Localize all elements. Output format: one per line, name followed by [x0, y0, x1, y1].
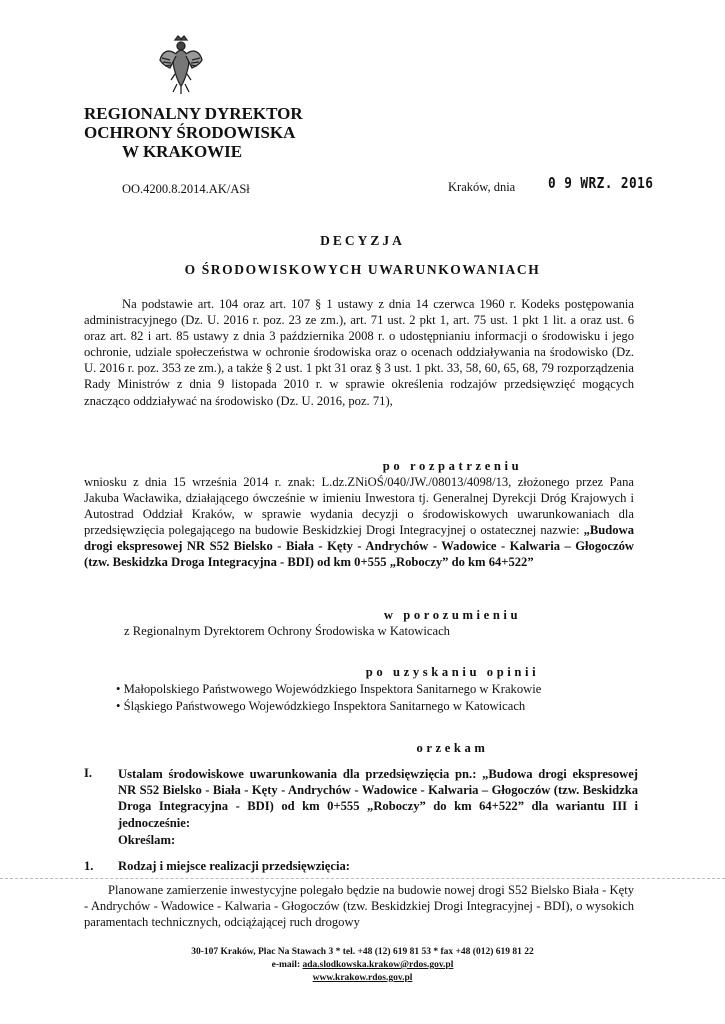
- list-item: • Śląskiego Państwowego Wojewódzkiego Inspektora Sanitarnego w Katowicach: [116, 699, 526, 713]
- footer-email-link[interactable]: ada.slodkowska.krakow@rdos.gov.pl: [302, 960, 454, 970]
- heading-po-uzyskaniu-opinii: po uzyskaniu opinii: [365, 665, 540, 679]
- heading-w-porozumieniu: w porozumieniu: [383, 608, 522, 622]
- place-label: Kraków, dnia: [448, 180, 516, 194]
- legal-basis-paragraph: Na podstawie art. 104 oraz art. 107 § 1 ustawy z dnia 14 czerwca 1960 r. Kodeks postępowania administracyjnego (Dz. U. 2016 r. poz. 23 ze zm.), art. 71 ust. 2 pkt 1, art. 75 ust. 1 pkt 1 lit. a oraz ust. 6 oraz art. 82 i art. 85 ustawy z dnia 3 października 2008 r. o udostępnianiu informacji o środowisku i jego ochronie, udziale społeczeństwa w ochronie środowiska oraz o ocenach oddziaływania na środowisko (Dz. U. 2016 r. poz. 353 ze zm.), a także § 2 ust. 1 pkt 31 oraz § 3 ust. 1 pkt. 33, 58, 60, 65, 68, 79 rozporządzenia Rady Ministrów z dnia 9 listopada 2010 r. w sprawie określenia rodzajów przedsięwzięć mogących znacząco oddziaływać na środowisko (Dz. U. 2016, poz. 71),: [84, 297, 634, 408]
- list-item: • Małopolskiego Państwowego Wojewódzkiego Inspektora Sanitarnego w Krakowie: [116, 682, 542, 696]
- heading-po-rozpatrzeniu: po rozpatrzeniu: [382, 459, 523, 473]
- issuer-line-2: OCHRONY ŚRODOWISKA: [84, 123, 296, 142]
- okreslam-label: Określam:: [118, 833, 176, 847]
- section-1-text: Ustalam środowiskowe uwarunkowania dla przedsięwzięcia pn.: „Budowa drogi ekspresowej NR S52 Bielsko - Biała - Kęty - Andrychów - Wadowice - Kalwaria – Głogoczów (tzw. Beskidzka Droga Integracyjna - BDI) od km 0+555 „Roboczy” do km 64+522” dla wariantu III i jednocześnie:: [118, 767, 638, 830]
- section-1-number: I.: [84, 766, 93, 780]
- date-stamp: 0 9 WRZ. 2016: [548, 174, 654, 192]
- document-title: DECYZJA: [320, 233, 405, 248]
- section-2-text: Rodzaj i miejsce realizacji przedsięwzięcia:: [118, 859, 350, 873]
- footer-email-line: e-mail: ada.slodkowska.krakow@rdos.gov.pl: [271, 960, 454, 970]
- polish-eagle-emblem-icon: [158, 34, 204, 96]
- heading-orzekam: orzekam: [416, 741, 489, 755]
- issuer-header: [84, 104, 344, 161]
- footer: [0, 946, 725, 985]
- case-signature: OO.4200.8.2014.AK/ASł: [122, 182, 250, 196]
- document-subtitle: O ŚRODOWISKOWYCH UWARUNKOWANIACH: [184, 262, 541, 277]
- agreement-paragraph: z Regionalnym Dyrektorem Ochrony Środowiska w Katowicach: [124, 624, 450, 638]
- issuer-line-3: W KRAKOWIE: [122, 142, 243, 161]
- application-text: wniosku z dnia 15 września 2014 r. znak: L.dz.ZNiOŚ/040/JW./08013/4098/13, złożonego przez Pana Jakuba Wacławika, działającego ówcześnie w imieniu Inwestora tj. Generalnej Dyrekcji Dróg Krajowych i Autostrad Oddział Kraków, w sprawie wydania decyzji o środowiskowych uwarunkowaniach dla przedsięwzięcia polegającego na budowie Beskidzkiej Drogi Integracyjnej o ostatecznej nazwie:: [84, 475, 634, 538]
- application-paragraph: [84, 474, 634, 571]
- section-2-number: 1.: [84, 859, 94, 873]
- issuer-line-1: REGIONALNY DYREKTOR: [84, 104, 303, 123]
- project-name: „Budowa drogi ekspresowej NR S52 Bielsko - Biała - Kęty - Andrychów - Wadowice - Kalwaria – Głogoczów (tzw. Beskidzka Droga Integracyjna - BDI) od km 0+555 „Roboczy” do km 64+522”: [84, 523, 634, 570]
- footer-website-link[interactable]: www.krakow.rdos.gov.pl: [312, 973, 413, 983]
- opinions-list: [116, 681, 541, 715]
- footer-address: 30-107 Kraków, Plac Na Stawach 3 * tel. +48 (12) 619 81 53 * fax +48 (012) 619 81 22: [191, 947, 534, 957]
- page-fold-line: [0, 878, 725, 879]
- project-description-paragraph: Planowane zamierzenie inwestycyjne polegało będzie na budowie nowej drogi S52 Bielsko Biała - Kęty - Andrychów - Wadowice - Kalwaria - Głogoczów (tzw. Beskidzkiej Drogi Integracyjnej - BDI), o wysokich paramentach technicznych, odciążającej ruch drogowy: [84, 883, 634, 930]
